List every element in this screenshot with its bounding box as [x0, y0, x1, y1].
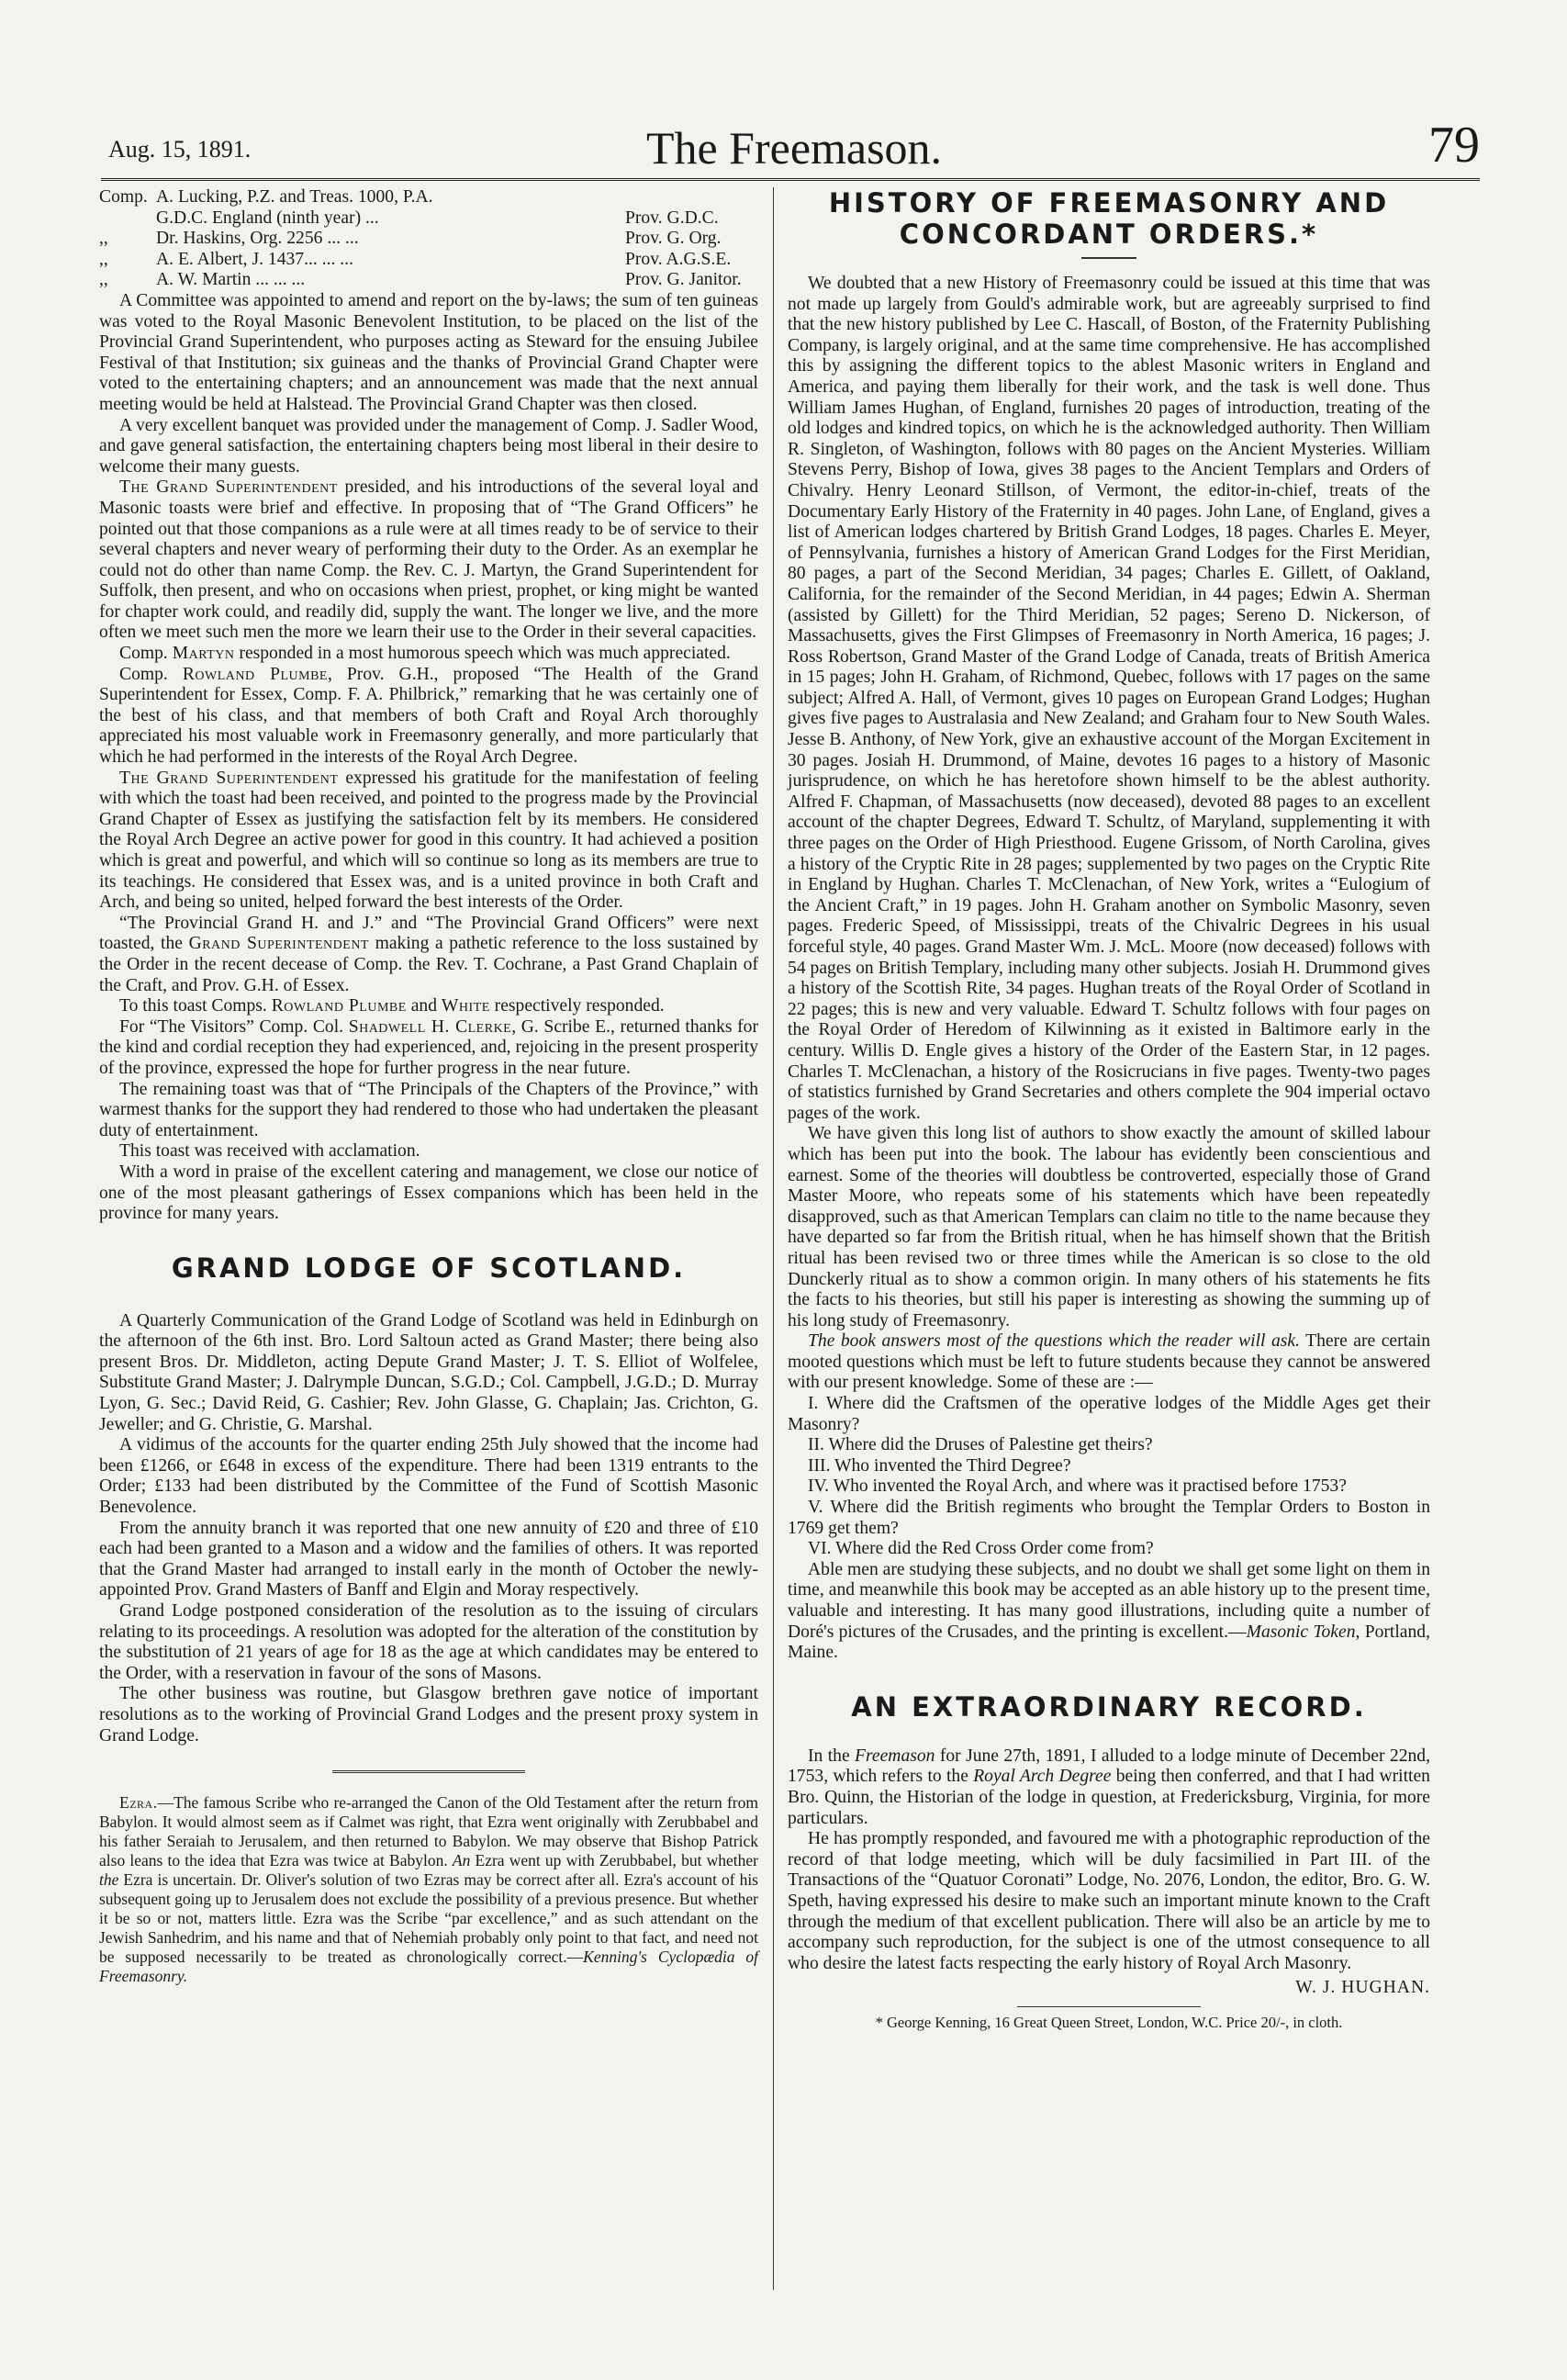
- question-list: [788, 1394, 1430, 1560]
- scotland-paragraph-2: A vidimus of the accounts for the quarter ending 25th July showed that the income had been £1266, or £648 in excess of the expenditure. There had been 1319 entrants to the Order; £133 had been distributed by the Committee of the Fund of Scottish Masonic Benevolence.: [99, 1435, 758, 1518]
- gratitude-paragraph: The Grand Superintendent expressed his gratitude for the manifestation of feeling with which the toast had been received, and pointed to the progress made by the Provincial Grand Chapter of Essex as justifying the satisfaction felt by its members. He considered the Royal Arch Degree an active power for good in this country. It had achieved a position which is great and powerful, and which will so continue so long as its members are true to its teachings. He considered that Essex was, and is a united province in both Craft and Arch, and being so united, helped forward the best interests of the Order.: [99, 768, 758, 913]
- history-paragraph-4: Able men are studying these subjects, and no doubt we shall get some light on them in time, and meanwhile this book may be accepted as an able history up to the present time, valuable and interesting. It has many good illustrations, including quite a number of Doré's pictures of the Crusades, and the printing is excellent.—Masonic Token, Portland, Maine.: [788, 1559, 1430, 1663]
- officer-cell-b: G.D.C. England (ninth year) ...: [156, 208, 379, 228]
- committee-paragraph: A Committee was appointed to amend and report on the by-laws; the sum of ten guineas was voted to the Royal Masonic Benevolent Institution, to be placed on the list of the Provincial Grand Superintendent, who purposes acting as Steward for the ensuing Jubilee Festival of that Institution; six guineas and the thanks of Provincial Grand Chapter were voted to the entertaining chapters; and an announcement was made that the next annual meeting would be held at Halstead. The Provincial Grand Chapter was then closed.: [99, 290, 758, 414]
- left-column: [99, 187, 758, 1986]
- officer-cell-c: Prov. G.D.C.: [625, 208, 719, 228]
- history-paragraph-1: We doubted that a new History of Freemasonry could be issued at this time that was not made up largely from Gould's admirable work, but are agreeably surprised to find that the new history published by Lee C. Hascall, of Boston, of the Fraternity Publishing Company, is largely original, and at the same time comprehensive. He has accomplished this by assigning the different topics to the ablest Masonic writers in England and America, and paying them liberally for their work, and the task is well done. Thus William James Hughan, of England, furnishes 20 pages of introduction, treating of the old lodges and kindred topics, on which he is the acknowledged authority. Then William R. Singleton, of Washington, follows with 80 pages on the Ancient Mysteries. William Stevens Perry, Bishop of Iowa, gives 38 pages to the Ancient Templars and Orders of Chivalry. Henry Leonard Stillson, of Vermont, the editor-in-chief, treats of the Documentary Early History of the Fraternity in 40 pages. John Lane, of England, gives a list of American lodges chartered by British Grand Lodges, 18 pages. Charles E. Meyer, of Pennsylvania, furnishes a history of American Grand Lodges for the First Meridian, 80 pages, a part of the Second Meridian, 34 pages; Charles E. Gillett, of Oakland, California, for the remainder of the Second Meridian, in 44 pages; Edwin A. Sherman (assisted by Gillett) for the Third Meridian, 52 pages; Sereno D. Nickerson, of Massachusetts, gives the First Glimpses of Freemasonry in North America, 16 pages; J. Ross Robertson, Grand Master of the Grand Lodge of Canada, treats of British America in 15 pages; John H. Graham, of Richmond, Quebec, follows with 17 pages on the same subject; Alfred A. Hall, of Vermont, gives 10 pages on European Grand Lodges; Hughan gives five pages to Australasia and New Zealand; and Graham four to New South Wales. Jesse B. Anthony, of New York, give an exhaustive account of the Morgan Excitement in 30 pages. Josiah H. Drummond, of Maine, devotes 16 pages to a history of Masonic jurisprudence, on which he has heretofore shown himself to be the ablest authority. Alfred F. Chapman, of Massachusetts (now deceased), devoted 88 pages to an excellent account of the chapter Degrees, Edward T. Schultz, of Maryland, supplementing it with three pages on the Order of High Priesthood. Eugene Grissom, of North Carolina, gives a history of the Cryptic Rite in 28 pages; supplemented by two pages on the Cryptic Rite in England by Hughan. Charles T. McClenachan, of New York, writes a “Eulogium of the Ancient Craft,” in 19 pages. John H. Graham another on Symbolic Masonry, seven pages. Frederic Speed, of Mississippi, treats of the Chivalric Degrees in his usual forceful style, 40 pages. Grand Master Wm. J. McL. Moore (now deceased) follows with 54 pages on British Templary, including many other subjects. Josiah H. Drummond gives a history of the Scottish Rite, 34 pages. Hughan treats of the Royal Order of Scotland in 22 pages; this is new and very valuable. Edward T. Schultz follows with four pages on the Royal Order of Heredom of Kilwinning as it existed in Baltimore early in the century. Willis D. Engle gives a history of the Order of the Eastern Star, in 12 pages. Charles T. McClenachan, a history of the Rosicrucians in five pages. Twenty-two pages of statistics furnished by Grand Secretaries and others complete the 904 imperial octavo pages of the work.: [788, 274, 1430, 1123]
- footnote: * George Kenning, 16 Great Queen Street, London, W.C. Price 20/-, in cloth.: [875, 2013, 1343, 2031]
- record-paragraph-2: He has promptly responded, and favoured me with a photographic reproduction of the record of that lodge meeting, which will be duly facsimilied in Part III. of the Transactions of the “Quatuor Coronati” Lodge, No. 2076, London, the editor, Bro. G. W. Speth, having expressed his desire to make such an important minute known to the Craft through the medium of that excellent publication. There will also be an article by me to accompany such reproduction, for the subject is one of the utmost consequence to all who desire the latest facts respecting the early history of Royal Arch Masonry.: [788, 1829, 1430, 1973]
- history-paragraph-2: We have given this long list of authors to show exactly the amount of skilled labour which has been put into the book. The labour has evidently been conscientious and earnest. Some of the theories will doubtless be controverted, especially those of Grand Master Moore, who repeats some of his statements which have been repeatedly disapproved, such as that American Templars can claim no title to the name because they have departed so far from the British ritual, when he has himself shown that the British ritual has been revised two or three times while the American is so close to the old Dunckerly ritual as to show a common origin. In many others of his statements he fits the facts to his theories, but still his paper is interesting as showing the summing up of his long study of Freemasonry.: [788, 1124, 1430, 1330]
- question-item: IV. Who invented the Royal Arch, and where was it practised before 1753?: [808, 1476, 1347, 1497]
- officer-cell-c: [625, 187, 758, 208]
- acclamation-paragraph: This toast was received with acclamation.: [119, 1141, 420, 1162]
- question-item: II. Where did the Druses of Palestine get theirs?: [808, 1435, 1153, 1455]
- officer-row: [99, 187, 758, 208]
- footnote-rule: [1017, 2006, 1201, 2007]
- ezra-source: Kenning's Cyclopædia of Freemasonry.: [99, 1948, 758, 1986]
- banquet-paragraph: A very excellent banquet was provided under the management of Comp. J. Sadler Wood, and gave general satisfaction, the entertaining chapters being most liberal in their desire to welcome their many guests.: [99, 415, 758, 477]
- response-paragraph: To this toast Comps. Rowland Plumbe and White respectively responded.: [119, 996, 665, 1016]
- history-paragraph-3: The book answers most of the questions which the reader will ask. There are certain mooted questions which must be left to future students because they cannot be answered with our present knowledge. Some of these are :—: [788, 1331, 1430, 1393]
- officer-cell-a: ,,: [99, 249, 108, 269]
- question-item: III. Who invented the Third Degree?: [808, 1455, 1071, 1476]
- question-item: I. Where did the Craftsmen of the operative lodges of the Middle Ages get their Masonry?: [788, 1394, 1430, 1434]
- scotland-paragraph-1: A Quarterly Communication of the Grand Lodge of Scotland was held in Edinburgh on the afternoon of the 6th inst. Bro. Lord Saltoun acted as Grand Master; there being also present Bros. Dr. Middleton, acting Depute Grand Master; J. T. S. Elliot of Wolfelee, Substitute Grand Master; J. Dalrymple Duncan, S.G.D.; Col. Campbell, J.G.D.; D. Murray Lyon, G. Sec.; David Reid, G. Cashier; Rev. John Glasse, G. Chaplain; Jas. Crichton, G. Jeweller; and G. Christie, G. Marshal.: [99, 1310, 758, 1434]
- column-divider: [773, 187, 774, 2290]
- ezra-paragraph: Ezra.—The famous Scribe who re-arranged the Canon of the Old Testament after the return from Babylon. It would almost seem as if Calmet was right, that Ezra went originally with Zerubbabel and his father Seraiah to Jerusalem, and then returned to Babylon. We may observe that Bishop Patrick also leans to the idea that Ezra was twice at Babylon. An Ezra went up with Zerubbabel, but whether the Ezra is uncertain. Dr. Oliver's solution of two Ezras may be correct after all. Ezra's account of his subsequent going up to Jerusalem does not exclude the possibility of a previous presence. But whether it be so or not, matters little. Ezra was the Scribe “par excellence,” and as such attendant on the Jewish Sanhedrim, and his name and that of Nehemiah probably only point to that fact, and need not be supposed necessarily to be treated as chronologically correct.—Kenning's Cyclopædia of Freemasonry.: [99, 1793, 759, 1986]
- officer-cell-c: Prov. A.G.S.E.: [625, 249, 732, 269]
- question-item: V. Where did the British regiments who brought the Templar Orders to Boston in 1769 get them?: [788, 1498, 1430, 1538]
- section-rule: [332, 1770, 525, 1773]
- principals-paragraph: The remaining toast was that of “The Principals of the Chapters of the Province,” with warmest thanks for the support they had rendered to those who had undertaken the pleasant duty of entertainment.: [99, 1079, 758, 1140]
- page-number: 79: [1428, 117, 1480, 174]
- right-column: [788, 187, 1430, 2034]
- officer-row: [99, 250, 758, 271]
- officer-list: [99, 187, 758, 291]
- record-paragraph-1: In the Freemason for June 27th, 1891, I alluded to a lodge minute of December 22nd, 1753, which refers to the Royal Arch Degree being then conferred, and that I had written Bro. Quinn, the Historian of the lodge in question, at Fredericksburg, Virginia, for more particulars.: [788, 1746, 1430, 1828]
- officer-cell-a: ,,: [99, 270, 108, 290]
- martyn-paragraph: Comp. Martyn responded in a most humorous speech which was much appreciated.: [119, 644, 731, 664]
- provincial-toast-paragraph: “The Provincial Grand H. and J.” and “The Provincial Grand Officers” were next toasted, the Grand Superintendent making a pathetic reference to the loss sustained by the Order in the recent decease of Comp. the Rev. T. Cochrane, a Past Grand Chaplain of the Craft, and Prov. G.H. of Essex.: [99, 913, 759, 995]
- ezra-note: [99, 1793, 758, 1986]
- heading-rule: [1081, 257, 1136, 259]
- officer-row: [99, 229, 758, 250]
- signature: W. J. HUGHAN.: [1295, 1978, 1430, 1998]
- officer-cell-c: Prov. G. Org.: [625, 229, 722, 249]
- officer-cell-a: ,,: [99, 229, 108, 249]
- officer-row: [99, 270, 758, 291]
- officer-cell-b: A. W. Martin ... ... ...: [156, 270, 306, 290]
- officer-cell-c: Prov. G. Janitor.: [625, 270, 742, 290]
- record-heading: AN EXTRAORDINARY RECORD.: [851, 1690, 1367, 1723]
- header-rule: [101, 178, 1480, 181]
- scotland-paragraph-4: Grand Lodge postponed consideration of the resolution as to the issuing of circulars relating to its proceedings. A resolution was adopted for the alteration of the constitution by the substitution of 21 years of age for 18 as the age at which candidates may be entered to the Order, with a reservation in favour of the sons of Masons.: [99, 1601, 758, 1683]
- question-item: VI. Where did the Red Cross Order come from?: [808, 1539, 1154, 1559]
- masthead-title: The Freemason.: [645, 122, 943, 174]
- scotland-paragraph-5: The other business was routine, but Glasgow brethren gave notice of important resolutions as to the working of Provincial Grand Lodges and the present proxy system in Grand Lodge.: [99, 1684, 758, 1746]
- officer-cell-a: Comp.: [99, 187, 148, 207]
- history-heading: HISTORY OF FREEMASONRY AND CONCORDANT ORDERS.*: [828, 187, 1390, 250]
- scotland-heading: GRAND LODGE OF SCOTLAND.: [171, 1252, 687, 1284]
- closing-paragraph: With a word in praise of the excellent catering and management, we close our notice of one of the most pleasant gatherings of Essex companions which has been held in the province for many years.: [99, 1162, 758, 1224]
- toasts-paragraph: The Grand Superintendent presided, and his introductions of the several loyal and Masonic toasts were brief and effective. In proposing that of “The Grand Officers” he pointed out that those companions as a rule were at all times ready to be of service to their several chapters and never weary of performing their duty to the Order. As an exemplar he could not do other than name Comp. the Rev. C. J. Martyn, the Grand Superintendent for Suffolk, then present, and who on occasions when priest, prophet, or king might be wanted for chapter work could, and readily did, supply the want. The longer we live, and the more often we meet such men the more we learn their use to the Order in their several capacities.: [99, 477, 758, 643]
- issue-date: Aug. 15, 1891.: [108, 136, 252, 163]
- officer-cell-b: A. Lucking, P.Z. and Treas. 1000, P.A.: [156, 187, 433, 207]
- officer-row: [99, 208, 758, 230]
- officer-cell-b: A. E. Albert, J. 1437... ... ...: [156, 249, 353, 269]
- plumbe-paragraph: Comp. Rowland Plumbe, Prov. G.H., proposed “The Health of the Grand Superintendent for Essex, Comp. F. A. Philbrick,” remarking that he was certainly one of the best of his class, and that members of both Craft and Royal Arch thoroughly appreciated his most valuable work in Freemasonry generally, and more particularly that which he had performed in the interests of the Royal Arch Degree.: [99, 664, 759, 768]
- officer-cell-a: [99, 208, 156, 230]
- visitors-paragraph: For “The Visitors” Comp. Col. Shadwell H. Clerke, G. Scribe E., returned thanks for the kind and cordial reception they had experienced, and, rejoicing in the present prosperity of the province, expressed the hope for further progress in the near future.: [99, 1016, 758, 1078]
- officer-cell-b: Dr. Haskins, Org. 2256 ... ...: [156, 229, 359, 249]
- scotland-paragraph-3: From the annuity branch it was reported that one new annuity of £20 and three of £10 each had been granted to a Mason and a widow and the families of others. It was reported that the Grand Master had arranged to install early in the month of October the newly-appointed Prov. Grand Masters of Banff and Elgin and Moray respectively.: [99, 1518, 758, 1600]
- page-header: [108, 108, 1480, 174]
